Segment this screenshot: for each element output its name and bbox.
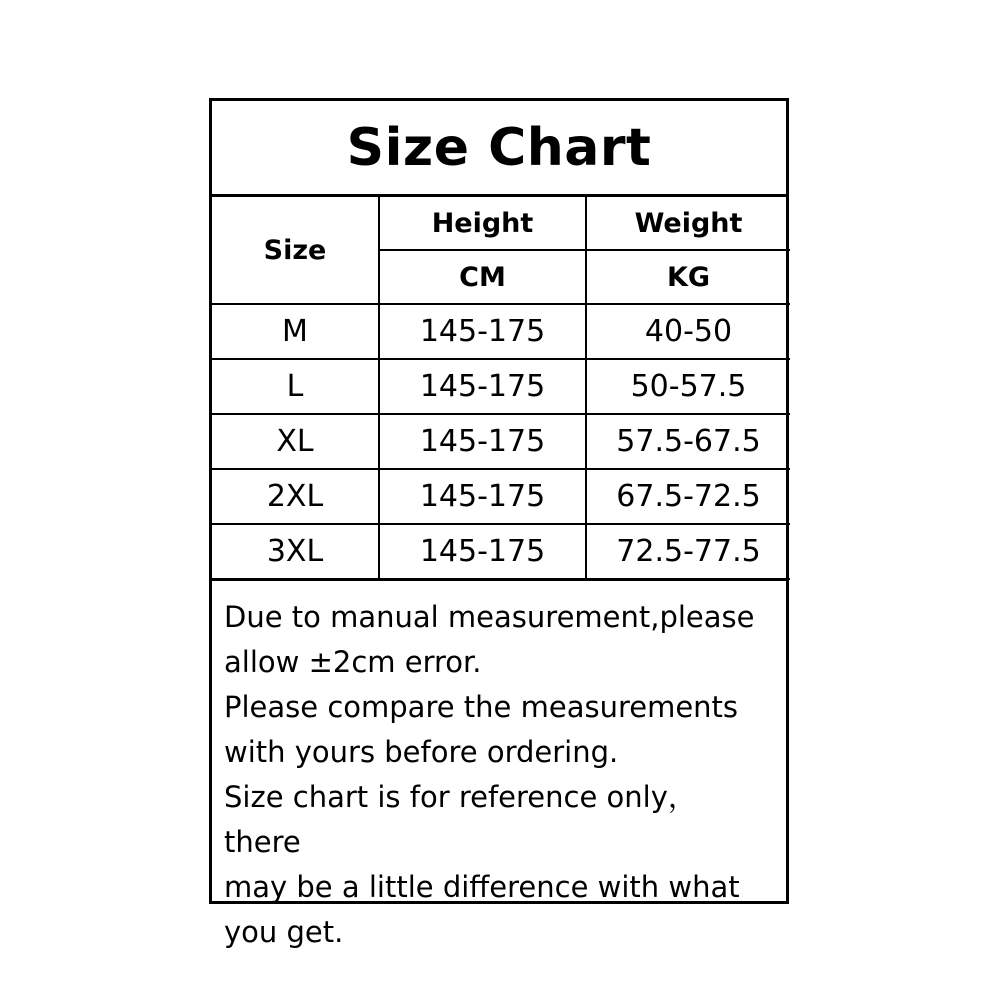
note-line: may be a little difference with what [224, 870, 740, 904]
table-header-row-1 [212, 197, 790, 250]
header-weight: Weight [586, 197, 790, 250]
table-row [212, 359, 790, 414]
note-line: with yours before ordering. [224, 735, 619, 769]
note-line: you get. [224, 915, 344, 949]
size-table [212, 197, 790, 580]
cell-height: 145-175 [379, 469, 586, 524]
notes-section [212, 578, 786, 955]
cell-size: XL [212, 414, 379, 469]
chart-title-row [212, 101, 786, 197]
cell-weight: 72.5-77.5 [586, 524, 790, 579]
note-line: Due to manual measurement,please [224, 600, 755, 634]
note-line: Please compare the measurements [224, 690, 739, 724]
cell-height: 145-175 [379, 414, 586, 469]
note-line: allow ±2cm error. [224, 645, 482, 679]
table-row [212, 469, 790, 524]
page-title: Size Chart [346, 117, 652, 178]
header-size: Size [212, 197, 379, 304]
cell-size: 3XL [212, 524, 379, 579]
cell-size: M [212, 304, 379, 359]
table-row [212, 304, 790, 359]
header-height: Height [379, 197, 586, 250]
table-row [212, 524, 790, 579]
header-height-unit: CM [379, 250, 586, 304]
cell-weight: 40-50 [586, 304, 790, 359]
cell-size: L [212, 359, 379, 414]
note-line: Size chart is for reference only， there [224, 780, 716, 859]
cell-weight: 67.5-72.5 [586, 469, 790, 524]
cell-height: 145-175 [379, 359, 586, 414]
cell-weight: 50-57.5 [586, 359, 790, 414]
cell-height: 145-175 [379, 304, 586, 359]
table-row [212, 414, 790, 469]
cell-weight: 57.5-67.5 [586, 414, 790, 469]
cell-height: 145-175 [379, 524, 586, 579]
cell-size: 2XL [212, 469, 379, 524]
size-chart-frame [209, 98, 789, 949]
header-weight-unit: KG [586, 250, 790, 304]
